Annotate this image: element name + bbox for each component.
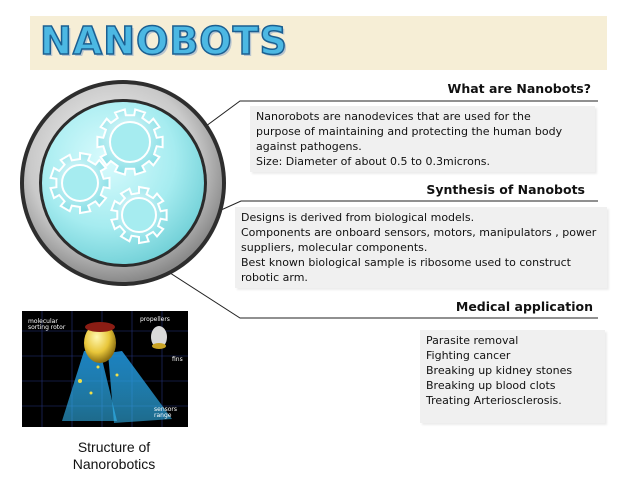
text-line: Size: Diameter of about 0.5 to 0.3microns. — [256, 155, 491, 168]
image-caption — [22, 439, 206, 473]
list-item: Fighting cancer — [426, 349, 511, 362]
list-item: Breaking up blood clots — [426, 379, 556, 392]
label-fins: fins — [172, 356, 183, 363]
page-title: NANOBOTS — [40, 19, 288, 63]
text-line: against pathogens. — [256, 140, 362, 153]
text-box-medical — [420, 330, 605, 423]
label-sensors: sensors range — [154, 406, 178, 419]
text-line: Components are onboard sensors, motors, manipulators , power — [241, 226, 597, 239]
label-molecular-rotor: molecular sorting rotor — [28, 318, 66, 331]
gear-hub-1 — [110, 122, 150, 162]
nanorobot-structure-image — [22, 311, 188, 427]
section-heading-synthesis: Synthesis of Nanobots — [426, 182, 585, 197]
text-line: Designs is derived from biological models. — [241, 211, 475, 224]
gear-hub-3 — [122, 198, 156, 232]
text-line: purpose of maintaining and protecting the human body — [256, 125, 563, 138]
text-line: robotic arm. — [241, 271, 308, 284]
text-line: Best known biological sample is ribosome used to construct — [241, 256, 571, 269]
gear-hub-2 — [62, 165, 98, 201]
text-box-synthesis — [235, 207, 607, 288]
label-propellers: propellers — [140, 316, 170, 323]
text-line: Nanorobots are nanodevices that are used for the — [256, 110, 531, 123]
text-line: suppliers, molecular components. — [241, 241, 428, 254]
list-item: Parasite removal — [426, 334, 519, 347]
caption-line: Structure of — [77, 439, 151, 455]
section-heading-medical: Medical application — [455, 299, 593, 314]
list-item: Treating Arteriosclerosis. — [426, 394, 562, 407]
text-box-what — [250, 106, 595, 172]
section-heading-what: What are Nanobots? — [447, 81, 591, 96]
list-item: Breaking up kidney stones — [426, 364, 573, 377]
caption-line: Nanorobotics — [72, 456, 156, 472]
